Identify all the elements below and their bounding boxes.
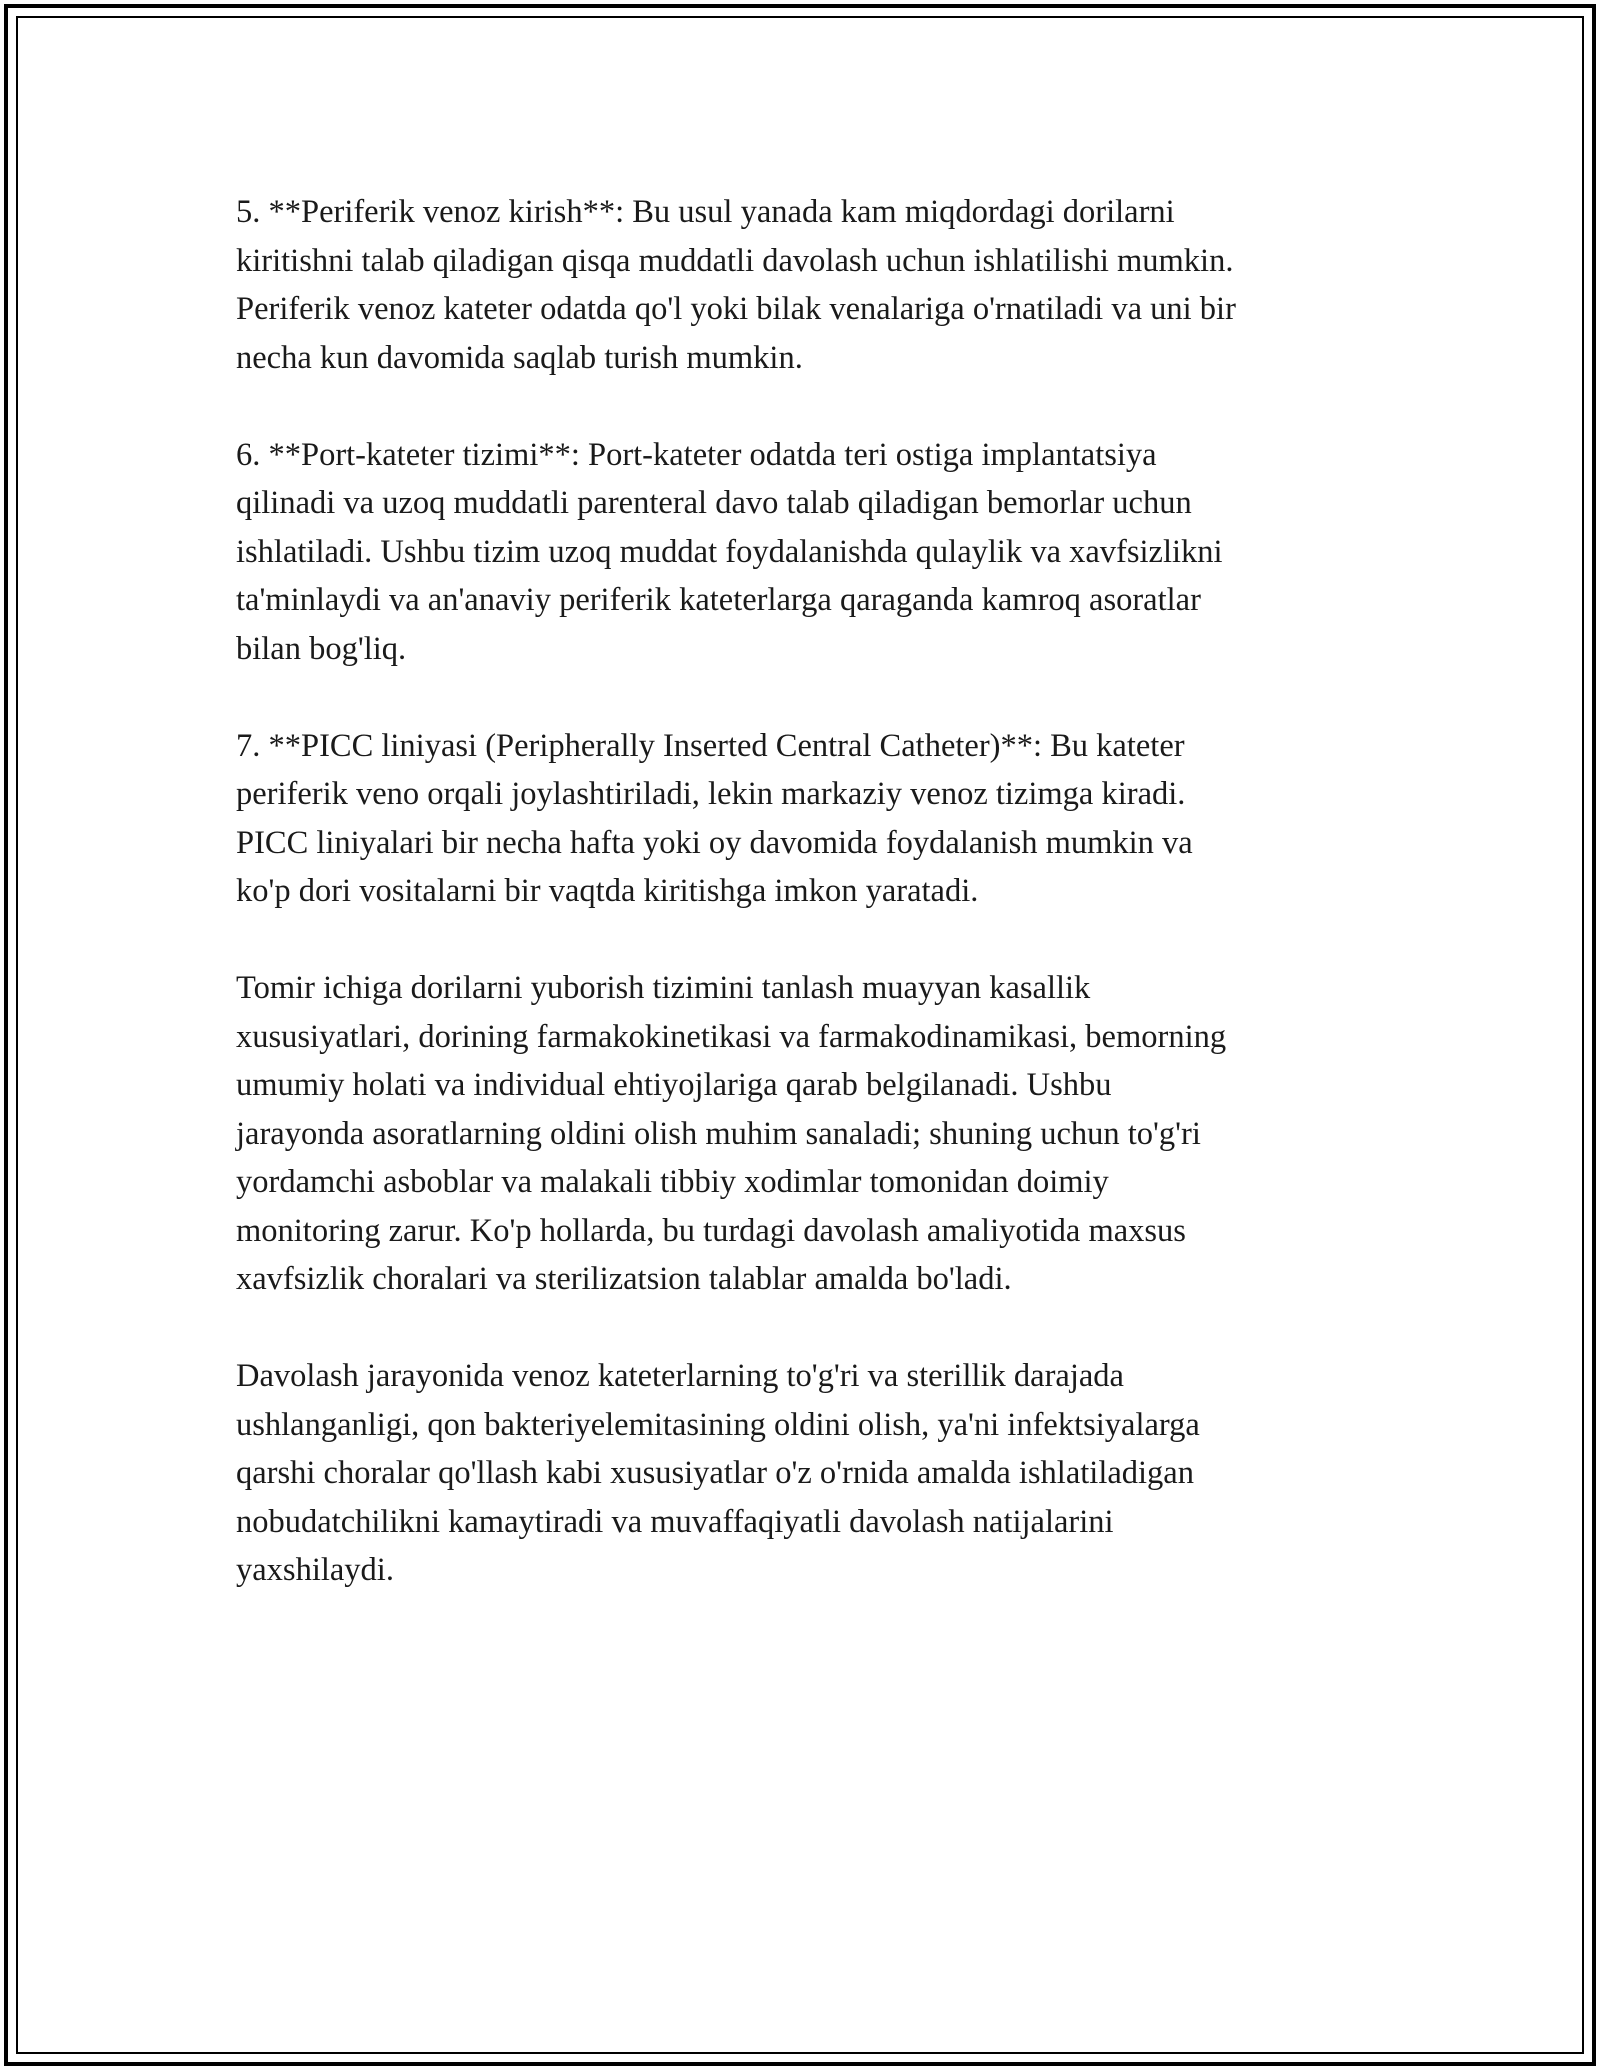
paragraph-peripheral-venous-access: 5. **Periferik venoz kirish**: Bu usul yanada kam miqdordagi dorilarni kiritishni talab qiladigan qisqa muddatli davolash uchun ishlatilishi mumkin. Periferik venoz kateter odatda qo'l yoki bilak venalariga o'rnatiladi va uni bir necha kun davomida saqlab turish mumkin. xyxy=(236,194,1236,376)
paragraph-catheter-care: Davolash jarayonida venoz kateterlarning to'g'ri va sterillik darajada ushlanganligi, qon bakteriyelemitasining oldini olish, ya'ni infektsiyalarga qarshi choralar qo'llash kabi xususiyatlar o'z o'rnida amalda ishlatiladigan nobudatchilikni kamaytiradi va muvaffaqiyatli davolash natijalarini yaxshilaydi. xyxy=(236,1358,1200,1588)
paragraph-picc-line: 7. **PICC liniyasi (Peripherally Inserted Central Catheter)**: Bu kateter periferik veno orqali joylashtiriladi, lekin markaziy venoz tizimga kiradi. PICC liniyalari bir necha hafta yoki oy davomida foydalanish mumkin va ko'p dori vositalarni bir vaqtda kiritishga imkon yaratadi. xyxy=(236,727,1193,909)
document-body xyxy=(236,188,1386,1643)
paragraph-port-catheter-system: 6. **Port-kateter tizimi**: Port-kateter odatda teri ostiga implantatsiya qilinadi va uzoq muddatli parenteral davo talab qiladigan bemorlar uchun ishlatiladi. Ushbu tizim uzoq muddat foydalanishda qulaylik va xavfsizlikni ta'minlaydi va an'anaviy periferik kateterlarga qaraganda kamroq asoratlar bilan bog'liq. xyxy=(236,436,1223,667)
paragraph-system-selection: Tomir ichiga dorilarni yuborish tizimini tanlash muayyan kasallik xususiyatlari, dorining farmakokinetikasi va farmakodinamikasi, bemorning umumiy holati va individual ehtiyojlariga qarab belgilanadi. Ushbu jarayonda asoratlarning oldini olish muhim sanaladi; shuning uchun to'g'ri yordamchi asboblar va malakali tibbiy xodimlar tomonidan doimiy monitoring zarur. Ko'p hollarda, bu turdagi davolash amaliyotida maxsus xavfsizlik choralari va sterilizatsion talablar amalda bo'ladi. xyxy=(236,970,1227,1297)
